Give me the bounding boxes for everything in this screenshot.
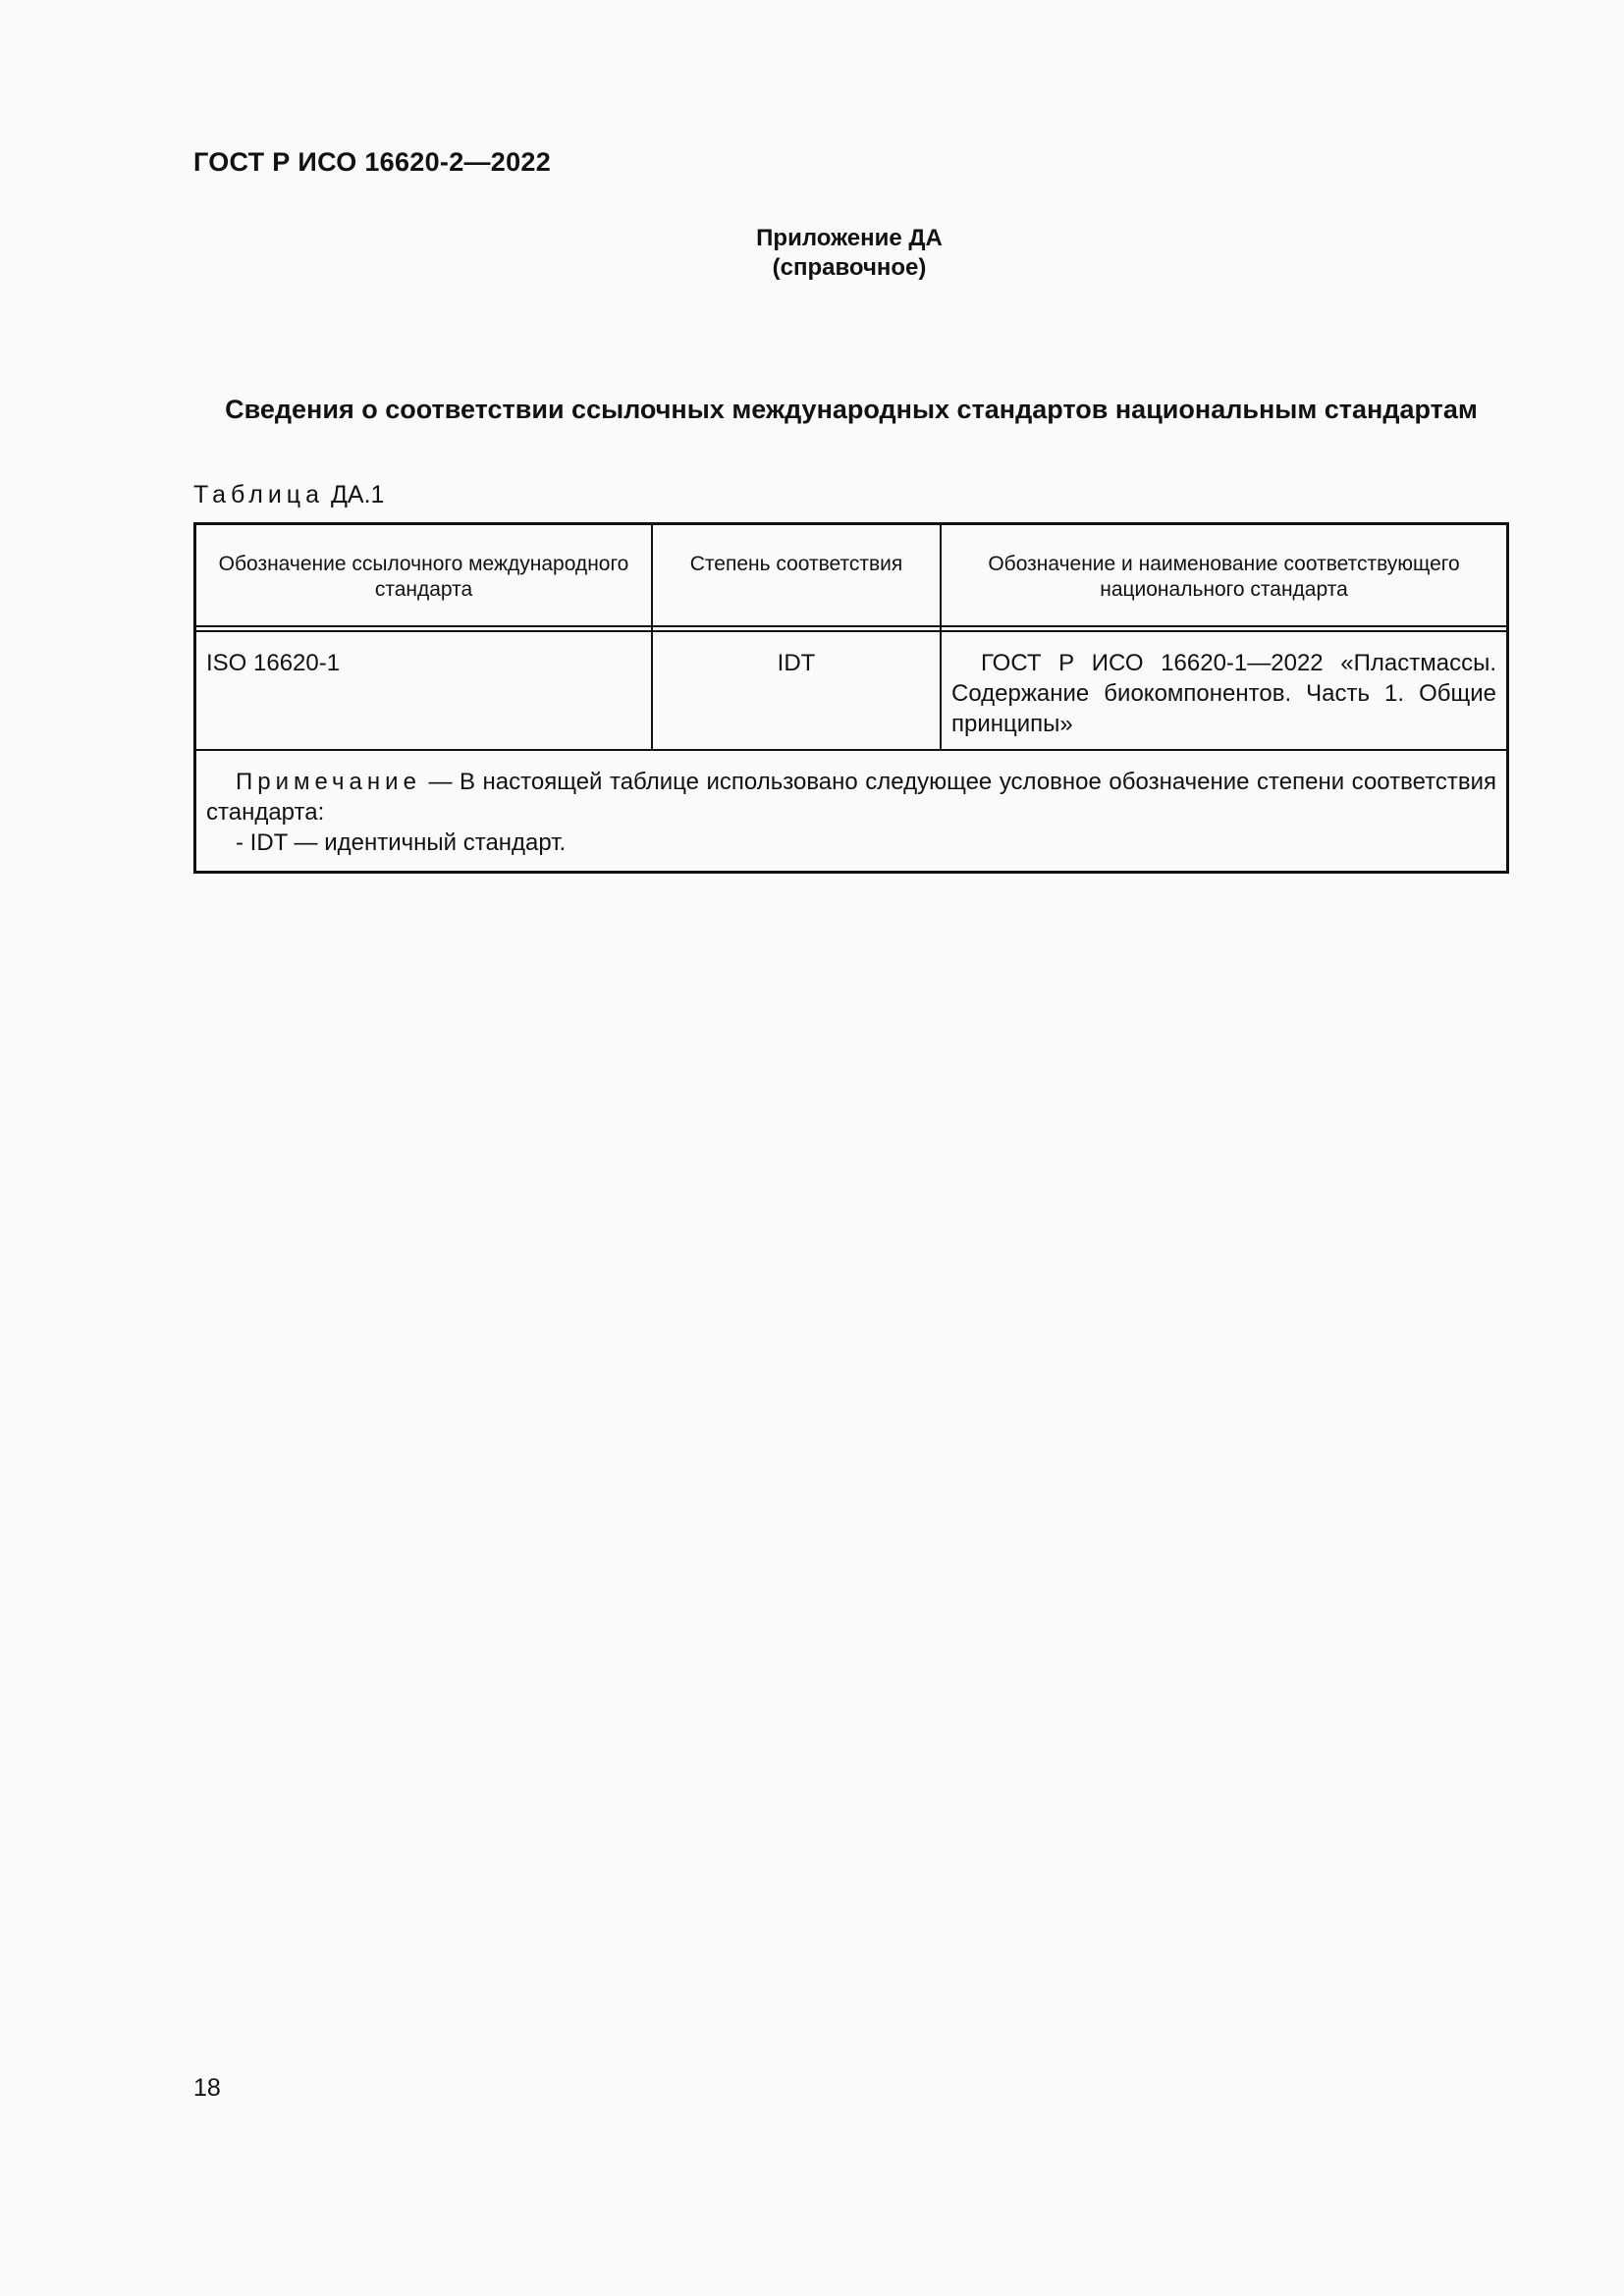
table-caption [193, 481, 384, 509]
appendix-title: Приложение ДА [756, 225, 943, 251]
note-paragraph [206, 767, 1496, 828]
table-note [196, 751, 1506, 858]
page-number: 18 [193, 2074, 221, 2102]
table-caption-label: Таблица [193, 481, 325, 508]
section-title: Сведения о соответствии ссылочных международных стандартов национальным стандартам [225, 395, 1478, 424]
note-bullet: - IDT — идентичный стандарт. [236, 829, 567, 856]
cell-ref-standard: ISO 16620-1 [206, 650, 341, 676]
header-cell-degree: Степень соответствия [689, 553, 903, 575]
header-cell-ref-standard: Обозначение ссылочного международного стандарта [218, 553, 629, 601]
appendix-type: (справочное) [772, 254, 927, 281]
note-text: — В настоящей таблице использовано следующее условное обозначение степени соответствия стандарта: [206, 769, 1496, 826]
cell-degree: IDT [777, 650, 816, 676]
note-label: Примечание [236, 769, 421, 795]
table-caption-number: ДА.1 [330, 481, 385, 508]
correspondence-table [193, 522, 1509, 874]
header-divider [196, 625, 1506, 627]
document-header: ГОСТ Р ИСО 16620-2—2022 [193, 147, 552, 177]
cell-national-standard: ГОСТ Р ИСО 16620-1—2022 «Пластмассы. Содержание биокомпонентов. Часть 1. Общие принципы» [951, 650, 1496, 737]
appendix-heading [0, 224, 1624, 283]
header-cell-national-standard: Обозначение и наименование соответствующего национального стандарта [988, 553, 1460, 601]
